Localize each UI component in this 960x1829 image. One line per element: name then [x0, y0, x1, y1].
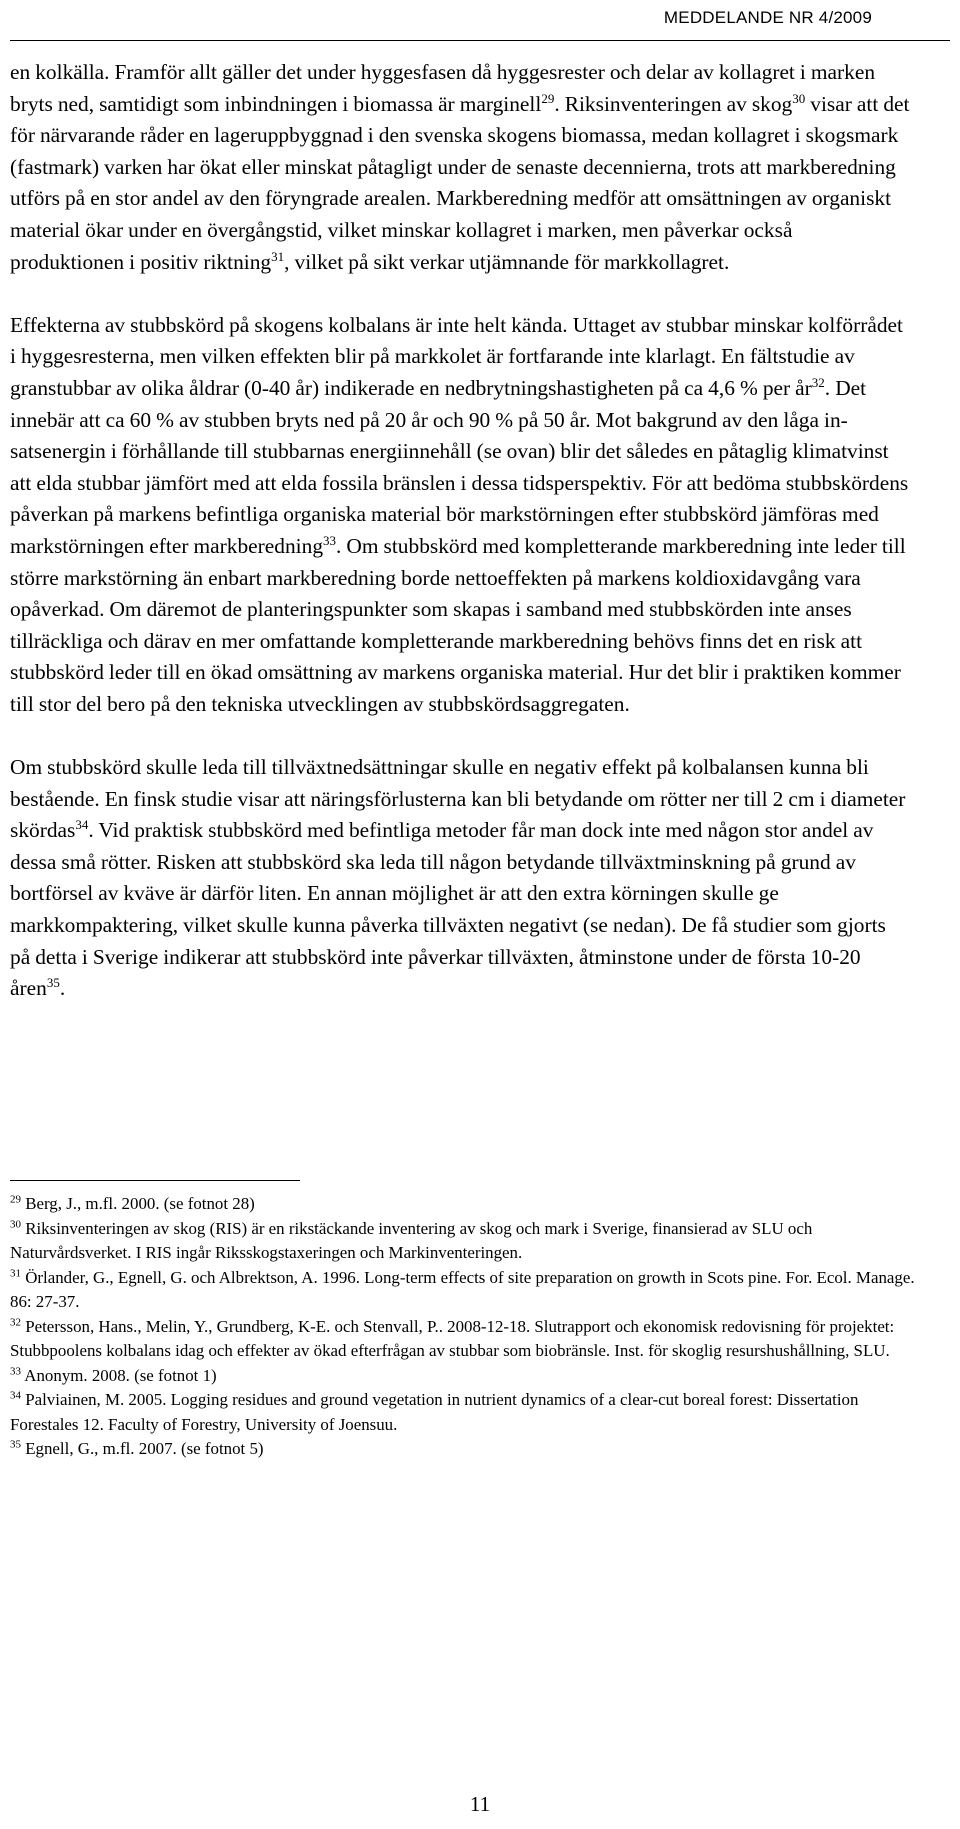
footnote-number: 29: [10, 1193, 21, 1206]
footnote-reference: 34: [75, 817, 89, 833]
footnote-reference: 29: [541, 90, 555, 106]
footnote: [10, 1217, 920, 1266]
footnote-reference: 33: [323, 532, 337, 548]
footnote-number: 33: [10, 1364, 21, 1377]
footnote: [10, 1388, 920, 1437]
footnote-number: 30: [10, 1217, 21, 1230]
paragraph-text: Effekterna av stubbskörd på skogens kolbalans är inte helt kända. Uttaget av stubbar minskar kolförrådet i hyggesresterna, men vilken effekten blir på markkolet är fortfarande inte klarlagt. En fältstudie av granstubbar av olika åldrar (0-40 år) indikerade en nedbrytningshastigheten på ca 4,6 % per år: [10, 312, 903, 400]
footnote-reference: 30: [792, 90, 806, 106]
paragraph-text: en kolkälla. Framför allt gäller det under hyggesfasen då hyggesrester och delar av kollagret i marken bryts ned, samtidigt som inbindningen i biomassa är marginell: [10, 60, 876, 116]
footnote: [10, 1364, 920, 1389]
paragraph-text: .: [59, 976, 66, 1001]
footnote-number: 35: [10, 1438, 21, 1451]
body-text: [10, 57, 910, 1036]
footnote-text: Petersson, Hans., Melin, Y., Grundberg, K-E. och Stenvall, P.. 2008-12-18. Slutrapport och ekonomisk redovisning för projektet: Stubbpoolens kolbalans idag och effekter av ökad efterfrågan av stubbar som biobränsle. Inst. för skoglig resurshushållning, SLU.: [10, 1316, 895, 1360]
paragraph-text: Om stubbskörd skulle leda till tillväxtnedsättningar skulle en negativ effekt på kolbalansen kunna bli bestående. En finsk studie visar att näringsförlusterna kan bli betydande om rötter ner till 2 cm i diameter skördas: [10, 755, 906, 843]
footnote: [10, 1315, 920, 1364]
paragraph-text: visar att det för närvarande råder en lageruppbyggnad i den svenska skogens biomassa, medan kollagret i skogsmark (fastmark) varken har ökat eller minskat påtagligt under de senaste decennierna, trots att markberedning utförs på en stor andel av den föryngrade arealen. Markberedning medför att omsättningen av organiskt material ökar under en övergångstid, vilket minskar kollagret i marken, men påverkar också produktionen i positiv riktning: [10, 91, 910, 274]
footnote-text: Örlander, G., Egnell, G. och Albrektson, A. 1996. Long-term effects of site preparation on growth in Scots pine. For. Ecol. Manage. 86: 27-37.: [10, 1267, 915, 1311]
footnote-text: Riksinventeringen av skog (RIS) är en rikstäckande inventering av skog och mark i Sverige, finansierad av SLU och Naturvårdsverket. I RIS ingår Riksskogstaxeringen och Markinventeringen.: [10, 1218, 813, 1262]
paragraph: [10, 752, 910, 1005]
footnote-reference: 32: [811, 374, 825, 390]
footnote: [10, 1192, 920, 1217]
paragraph-text: . Vid praktisk stubbskörd med befintliga metoder får man dock inte med någon stor andel av dessa små rötter. Risken att stubbskörd ska leda till någon betydande tillväxtminskning på grund av bortförsel av kväve är därför liten. En annan möjlighet är att den extra körningen skulle ge markkompaktering, vilket skulle kunna påverka tillväxten negativt (se nedan). De få studier som gjorts på detta i Sverige indikerar att stubbskörd inte påverkar tillväxten, åtminstone under de första 10-20 åren: [10, 818, 886, 1001]
footnote-text: Berg, J., m.fl. 2000. (se fotnot 28): [21, 1194, 255, 1213]
header-rule: [10, 40, 950, 41]
paragraph-text: . Riksinventeringen av skog: [554, 91, 793, 116]
footnote-number: 31: [10, 1266, 21, 1279]
footnote: [10, 1266, 920, 1315]
footnote-text: Egnell, G., m.fl. 2007. (se fotnot 5): [21, 1439, 264, 1458]
footnote: [10, 1437, 920, 1462]
footnote-separator: [10, 1180, 300, 1181]
paragraph: [10, 310, 910, 721]
running-header: MEDDELANDE NR 4/2009: [663, 8, 872, 27]
footnote-reference: 31: [271, 248, 285, 264]
paragraph-text: . Det innebär att ca 60 % av stubben bryts ned på 20 år och 90 % på 50 år. Mot bakgrund av den låga insatsenergin i förhållande till stubbarnas energiinnehåll (se ovan) blir det således en påtaglig klimatvinst att elda stubbar jämfört med att elda fossila bränslen i dessa tidsperspektiv. För att bedöma stubbskördens påverkan på markens befintliga organiska material bör markstörningen efter stubbskörd jämföras med markstörningen efter markberedning: [10, 375, 909, 558]
footnote-text: Palviainen, M. 2005. Logging residues and ground vegetation in nutrient dynamics of a clear-cut boreal forest: Dissertation Forestales 12. Faculty of Forestry, University of Joensuu.: [10, 1390, 859, 1434]
page-number: 11: [469, 1792, 491, 1816]
footnote-text: Anonym. 2008. (se fotnot 1): [21, 1365, 217, 1385]
footnote-number: 34: [10, 1389, 21, 1402]
footnote-reference: 35: [46, 975, 60, 991]
footnote-number: 32: [10, 1315, 21, 1328]
paragraph-text: , vilket på sikt verkar utjämnande för markkollagret.: [284, 249, 730, 274]
footnotes: [10, 1192, 920, 1462]
paragraph-text: . Om stubbskörd med kompletterande markberedning inte leder till större markstörning än enbart markberedning borde nettoeffekten på markens koldioxidavgång vara opåverkad. Om däremot de planteringspunkter som skapas i samband med stubbskörden inte anses tillräckliga och därav en mer omfattande kompletterande markberedning behövs finns det en risk att stubbskörd leder till en ökad omsättning av markens organiska material. Hur det blir i praktiken kommer till stor del bero på den tekniska utvecklingen av stubbskördsaggregaten.: [10, 533, 906, 716]
paragraph: [10, 57, 910, 278]
